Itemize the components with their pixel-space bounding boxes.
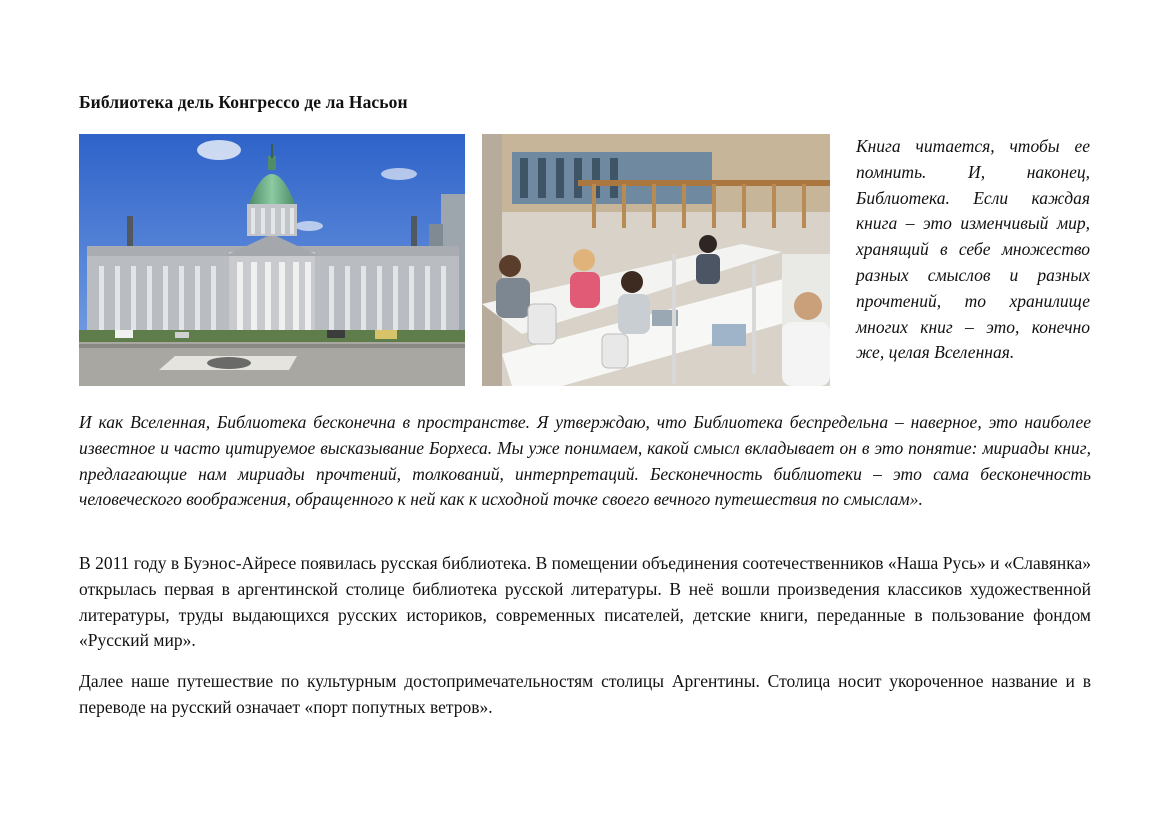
side-quote: Книга читается, чтобы ее помнить. И, наконец, Библиотека. Если каждая книга – это изменчивый мир, хранящий в себе множество разных смыслов и разных прочтений, то хранилище многих книг – это, конечно же, целая Вселенная. [856,136,1090,363]
next-journey-paragraph: Далее наше путешествие по культурным достопримечательностям столицы Аргентины. Столица носит укороченное название и в переводе на русский означает «порт попутных ветров». [79,671,1091,717]
library-reading-room-photo [482,134,830,386]
section-heading: Библиотека дель Конгрессо де ла Насьон [79,92,408,112]
congress-building-photo [79,134,465,386]
russian-library-paragraph: В 2011 году в Буэнос-Айресе появилась русская библиотека. В помещении объединения соотечественников «Наша Русь» и «Славянка» открылась первая в аргентинской столице библиотека русской литературы. В неё вошли произведения классиков художественной литературы, труды выдающихся русских историков, современных писателей, детские книги, переданные в пользование фондом «Русский мир». [79,553,1091,651]
borges-quote-paragraph: И как Вселенная, Библиотека бесконечна в пространстве. Я утверждаю, что Библиотека беспредельна – наверное, это наиболее известное и часто цитируемое высказывание Борхеса. Мы уже понимаем, какой смысл вкладывает он в это понятие: мириады книг, предлагающие нам мириады прочтений, толкований, интерпретаций. Бесконечность библиотеки – это сама бесконечность человеческого воображения, обращенного к ней как к исходной точке своего вечного путешествия по смыслам». [79,412,1091,510]
